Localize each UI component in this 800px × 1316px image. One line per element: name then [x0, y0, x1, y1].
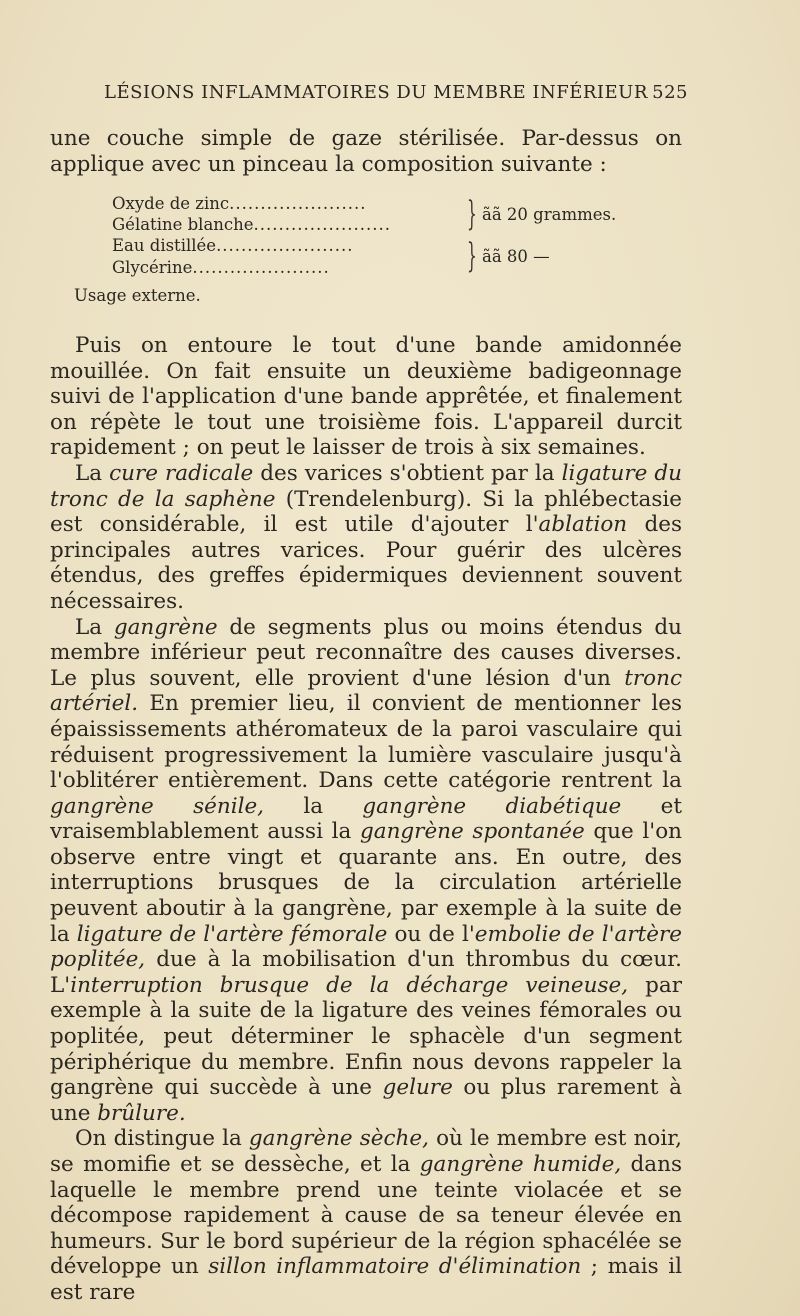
ingredient-name: Oxyde de zinc	[112, 194, 230, 213]
ingredient-name: Glycérine	[112, 257, 193, 277]
paragraph-types: On distingue la gangrène sèche, où le membre est noir, se momifie et se dessèche, et la gangrène humide, dans laquelle le membre prend une teinte violacée et se décompose rapidement à cause de sa teneur élevée en humeurs. Sur le bord supérieur de la région sphacélée se développe un sillon inflammatoire d'élimination ; mais il est rare	[50, 1126, 683, 1305]
quantity-first: ãã 20 grammes.	[482, 205, 617, 224]
page-number: 525	[652, 82, 688, 103]
paragraph-varices: La cure radicale des varices s'obtient par la ligature du tronc de la saphène (Trendelenburg). Si la phlébectasie est considérable, il est utile d'ajouter l'ablation des principales autres varices. Pour guérir des ulcères étendus, des greffes épidermiques deviennent souvent nécessaires.	[50, 460, 683, 614]
paragraph-bandage: Puis on entoure le tout d'une bande amidonnée mouillée. On fait ensuite un deuxième badigeonnage suivi de l'application d'une bande apprêtée, et finalement on répète le tout une troisième fois. L'appareil durcit rapidement ; on peut le laisser de trois à six semaines.	[50, 333, 682, 461]
formula-row: Gélatine blanche......................	[112, 215, 391, 235]
intro-text	[50, 126, 682, 177]
prescription-formula	[112, 193, 672, 278]
body-text	[50, 333, 682, 1306]
ingredient-name: Gélatine blanche	[112, 215, 254, 235]
formula-row: Eau distillée......................	[112, 236, 354, 256]
formula-row: Oxyde de zinc......................	[112, 194, 367, 213]
brace-bottom: }	[467, 236, 477, 276]
formula-row: Glycérine......................	[112, 257, 330, 277]
paragraph-gangrene: La gangrène de segments plus ou moins étendus du membre inférieur peut reconnaître des causes diverses. Le plus souvent, elle provient d'une lésion d'un tronc artériel. En premier lieu, il convient de mentionner les épaississements athéromateux de la paroi vasculaire qui réduisent progressivement la lumière vasculaire jusqu'à l'oblitérer entièrement. Dans cette catégorie rentrent la gangrène sénile, la gangrène diabétique et vraisemblablement aussi la gangrène spontanée que l'on observe entre vingt et quarante ans. En outre, des interruptions brusques de la circulation artérielle peuvent aboutir à la gangrène, par exemple à la suite de la ligature de l'artère fémorale ou de l'embolie de l'artère poplitée, due à la mobilisation d'un thrombus du cœur. L'interruption brusque de la décharge veineuse, par exemple à la suite de la ligature des veines fémorales ou poplitée, peut déterminer le sphacèle d'un segment périphérique du membre. Enfin nous devons rappeler la gangrène qui succède à une gelure ou plus rarement à une brûlure.	[50, 614, 682, 1126]
quantity-second: ãã 80 —	[482, 247, 550, 266]
intro-paragraph: une couche simple de gaze stérilisée. Par-dessus on applique avec un pinceau la composition suivante :	[50, 126, 682, 177]
usage-note: Usage externe.	[74, 286, 201, 305]
running-header	[104, 82, 688, 103]
chapter-title: LÉSIONS INFLAMMATOIRES DU MEMBRE INFÉRIEUR	[104, 82, 648, 103]
brace-top: }	[467, 194, 477, 234]
ingredient-name: Eau distillée	[112, 236, 217, 256]
